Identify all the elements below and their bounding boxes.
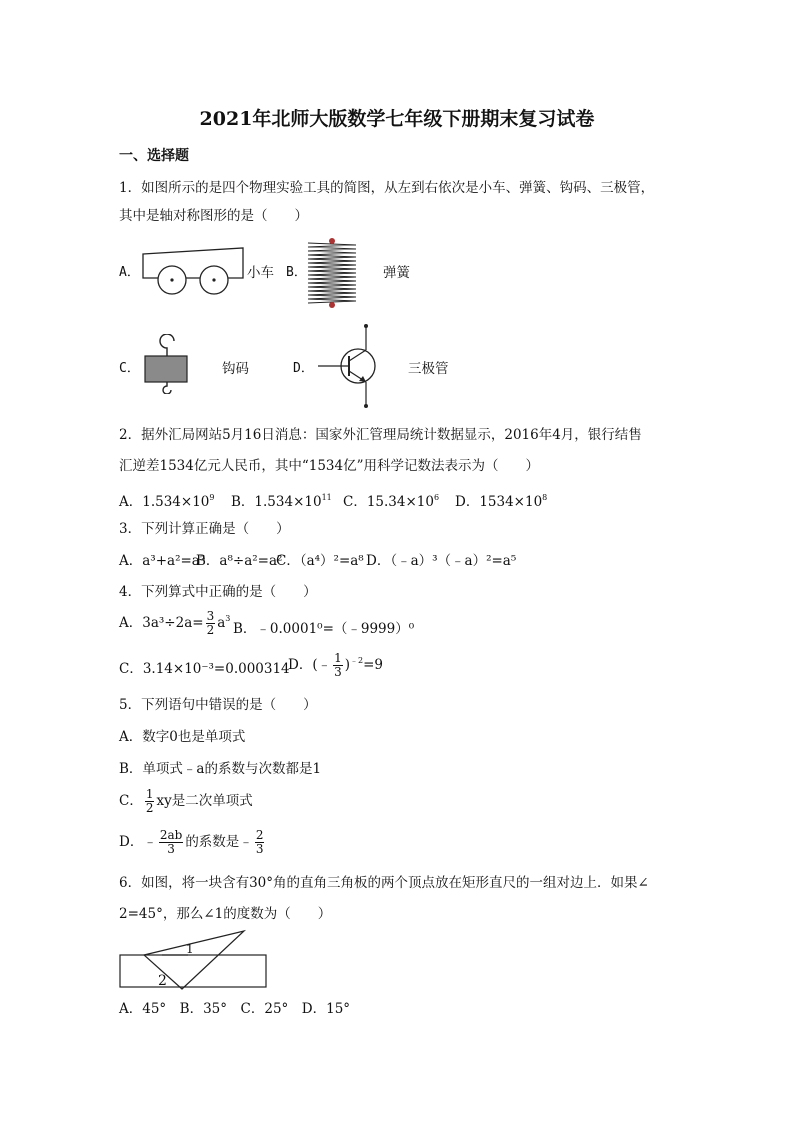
q1-stem-line2: 其中是轴对称图形的是（ ） (119, 208, 308, 224)
q1-option-b: B． (286, 265, 307, 280)
q5-stem: 5．下列语句中错误的是（ ） (119, 697, 317, 713)
q1-option-a: A． (119, 265, 140, 280)
q1-label-cart: 小车 (247, 265, 274, 281)
transistor-figure (316, 322, 380, 410)
q2-stem-line2: 汇逆差1534亿元人民币，其中“1534亿”用科学记数法表示为（ ） (119, 458, 540, 474)
q4-option-b: B．﹣0.0001⁰=（﹣9999）⁰ (233, 621, 415, 637)
q4-option-d: D．(﹣ $\frac{1}{3}$ )$^{﹣2}$=9 (288, 651, 384, 679)
q6-stem-line2: 2=45°，那么∠1的度数为（ ） (119, 906, 332, 922)
q2-stem-line1: 2．据外汇局网站5月16日消息：国家外汇管理局统计数据显示，2016年4月，银行结售 (119, 427, 642, 443)
q3-stem: 3．下列计算正确是（ ） (119, 521, 290, 537)
q2-option-c: C．$15.34\times 10^6$ (343, 493, 440, 510)
ruler-triangle-figure (118, 927, 270, 991)
q6-angle-label-1: 1 (186, 942, 194, 956)
q6-options: A．45° B．35° C．25° D．15° (119, 1001, 351, 1017)
q6-angle-label-2: 2 (158, 973, 167, 989)
q1-stem-line1: 1．如图所示的是四个物理实验工具的简图，从左到右依次是小车、弹簧、钩码、三极管， (119, 180, 655, 196)
q6-stem-line1: 6．如图，将一块含有30°角的直角三角板的两个顶点放在矩形直尺的一组对边上．如果∠ (119, 875, 649, 891)
q3-option-b: B．a⁸÷a²=a² (196, 553, 283, 569)
cart-figure (140, 244, 246, 296)
q3-option-a: A．a³+a²=a⁵ (119, 553, 206, 569)
q2-option-d: D．$1534\times 10^8$ (455, 493, 548, 510)
q3-option-c: C．（a⁴）²=a⁸ (276, 553, 364, 569)
page-title: 2021年北师大版数学七年级下册期末复习试卷 (199, 108, 595, 130)
hook-weight-figure (141, 334, 195, 394)
spring-figure (306, 237, 358, 309)
section-heading: 一、选择题 (119, 148, 189, 164)
q1-label-spring: 弹簧 (383, 265, 410, 281)
q3-option-d: D．（﹣a）³（﹣a）²=a⁵ (366, 553, 517, 569)
q5-option-d: D．﹣ $\frac{2ab}{3}$ 的系数是﹣ $\frac{2}{3}$ (119, 828, 264, 856)
q5-option-c: C． $\frac{1}{2}$ xy是二次单项式 (119, 787, 253, 815)
q5-option-a: A．数字0也是单项式 (119, 729, 246, 745)
q2-option-b: B．$1.534\times 10^{11}$ (231, 493, 332, 510)
q5-option-b: B．单项式﹣a的系数与次数都是1 (119, 761, 322, 777)
q2-option-a: A．$1.534\times 10^9$ (119, 493, 215, 510)
q1-option-c: C． (119, 361, 140, 376)
q1-label-transistor: 三极管 (408, 361, 449, 377)
q4-option-c: C．3.14×10⁻³=0.000314 (119, 661, 290, 677)
q1-label-hook-weight: 钩码 (222, 361, 249, 377)
q1-option-d: D． (293, 361, 314, 376)
q4-option-a: A．3a³÷2a= $\frac{3}{2}$ $a^3$ (119, 609, 231, 637)
q4-stem: 4．下列算式中正确的是（ ） (119, 584, 317, 600)
